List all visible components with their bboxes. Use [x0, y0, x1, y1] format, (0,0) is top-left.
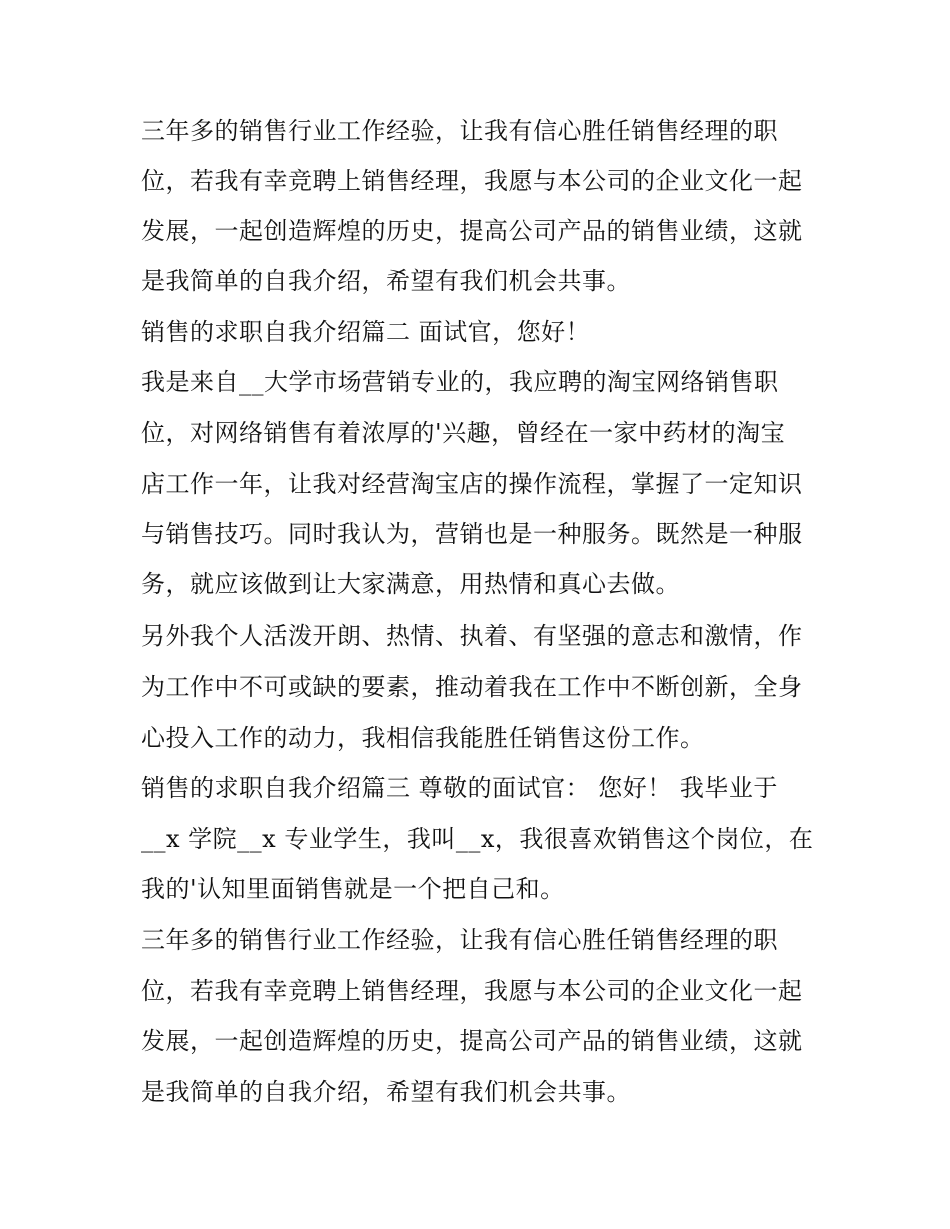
text-line: 与销售技巧。同时我认为，营销也是一种服务。既然是一种服: [141, 520, 803, 548]
text-line: 务，就应该做到让大家满意，用热情和真心去做。: [141, 570, 680, 598]
text-line: 店工作一年，让我对经营淘宝店的操作流程，掌握了一定知识: [141, 470, 803, 498]
text-line: 发展，一起创造辉煌的历史，提高公司产品的销售业绩，这就: [141, 1027, 803, 1055]
text-line: 是我简单的自我介绍，希望有我们机会共事。: [141, 267, 631, 295]
text-line: 三年多的销售行业工作经验，让我有信心胜任销售经理的职: [141, 926, 778, 954]
text-line: 三年多的销售行业工作经验，让我有信心胜任销售经理的职: [141, 117, 778, 145]
text-line: 我是来自__大学市场营销专业的，我应聘的淘宝网络销售职: [141, 368, 779, 396]
section-heading: 销售的求职自我介绍篇三 尊敬的面试官： 您好！ 我毕业于: [141, 774, 778, 802]
text-line: 为工作中不可或缺的要素，推动着我在工作中不断创新，全身: [141, 673, 803, 701]
text-line: 是我简单的自我介绍，希望有我们机会共事。: [141, 1078, 631, 1106]
text-line: 心投入工作的动力，我相信我能胜任销售这份工作。: [141, 724, 705, 752]
text-line: 发展，一起创造辉煌的历史，提高公司产品的销售业绩，这就: [141, 217, 803, 245]
text-line: 位，对网络销售有着浓厚的'兴趣，曾经在一家中药材的淘宝: [141, 419, 786, 447]
section-heading: 销售的求职自我介绍篇二 面试官，您好！: [141, 318, 591, 346]
text-line: 我的'认知里面销售就是一个把自己和。: [141, 875, 565, 903]
text-line: 另外我个人活泼开朗、热情、执着、有坚强的意志和激情，作: [141, 622, 803, 650]
text-line: 位，若我有幸竞聘上销售经理，我愿与本公司的企业文化一起: [141, 167, 803, 195]
text-line: 位，若我有幸竞聘上销售经理，我愿与本公司的企业文化一起: [141, 977, 803, 1005]
text-line: __x 学院__x 专业学生，我叫__x，我很喜欢销售这个岗位，在: [141, 825, 814, 853]
